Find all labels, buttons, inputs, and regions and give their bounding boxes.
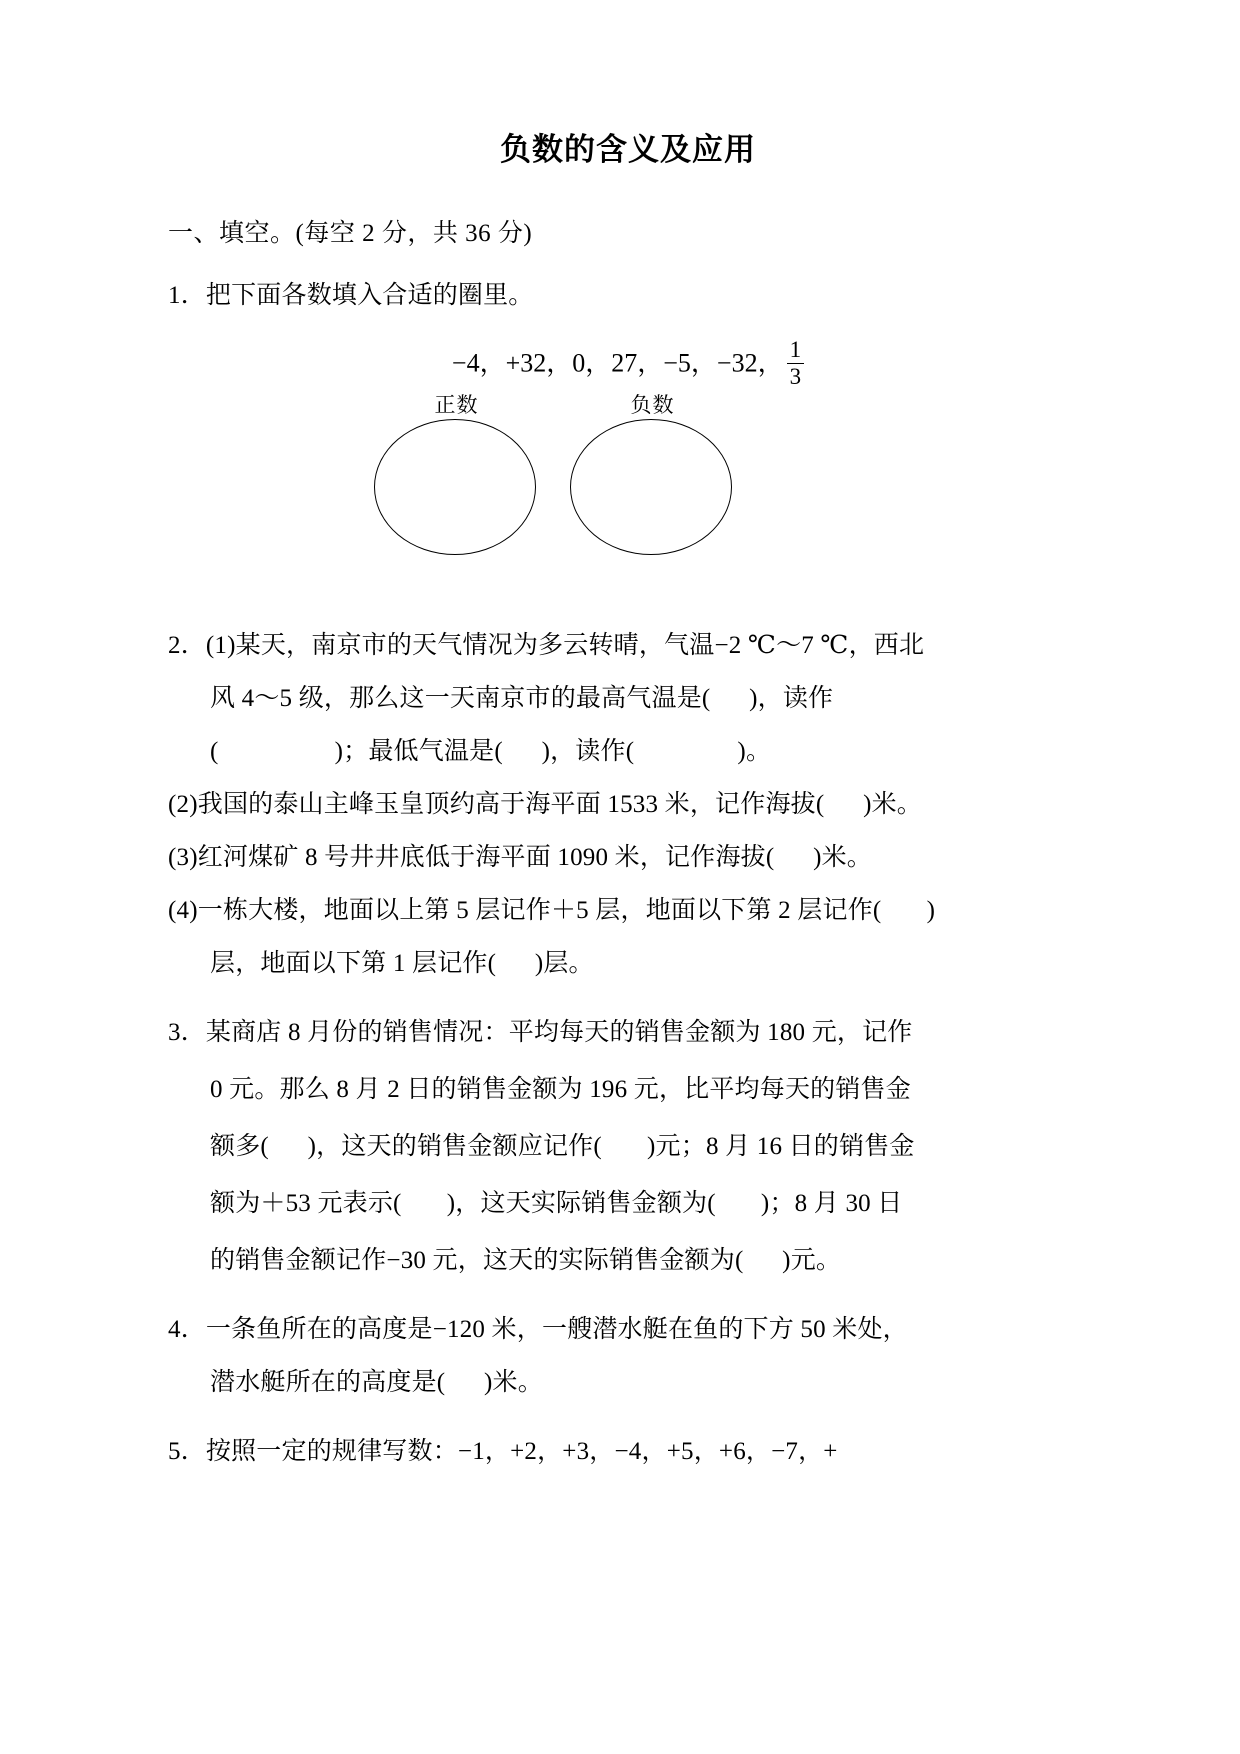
question-2-part4-line1: (4)一栋大楼，地面以上第 5 层记作＋5 层，地面以下第 2 层记作( ): [168, 897, 936, 925]
positive-circle-group: [374, 395, 539, 555]
question-3-line5: 的销售金额记作−30 元，这天的实际销售金额为( )元。: [210, 1247, 842, 1275]
page-content: [168, 0, 1088, 1464]
page-title: 负数的含义及应用: [500, 132, 756, 168]
question-3-line3: 额多( )，这天的销售金额应记作( )元；8 月 16 日的销售金: [210, 1133, 915, 1161]
negative-circle-label: 负数: [630, 393, 675, 418]
fraction-one-third: [787, 338, 805, 389]
question-3: [168, 1020, 1088, 1273]
question-1: [168, 283, 1088, 595]
section-heading-fill-in-blanks: 一、填空。(每空 2 分，共 36 分): [168, 220, 533, 248]
positive-circle-shape[interactable]: [374, 419, 536, 555]
question-1-circles-diagram: [168, 395, 1088, 595]
negative-circle-shape[interactable]: [570, 419, 732, 555]
question-3-line1: 3．某商店 8 月份的销售情况：平均每天的销售金额为 180 元，记作: [168, 1019, 913, 1047]
question-2-part3: (3)红河煤矿 8 号井井底低于海平面 1090 米，记作海拔( )米。: [168, 844, 873, 872]
number-list-text: −4，+32，0，27，−5，−32，: [451, 348, 784, 378]
question-5-line1: 5．按照一定的规律写数：−1，+2，+3，−4，+5，+6，−7，+: [168, 1438, 838, 1466]
positive-circle-label: 正数: [434, 393, 479, 418]
fraction-denominator: 3: [789, 364, 802, 390]
question-2-part4-line2: 层，地面以下第 1 层记作( )层。: [210, 950, 594, 978]
question-2-part1-line2: 风 4～5 级，那么这一天南京市的最高气温是( )，读作: [210, 685, 834, 713]
question-1-stem: 1．把下面各数填入合适的圈里。: [168, 282, 534, 310]
question-4-line1: 4．一条鱼所在的高度是−120 米，一艘潜水艇在鱼的下方 50 米处，: [168, 1316, 908, 1344]
question-3-line4: 额为＋53 元表示( )，这天实际销售金额为( )；8 月 30 日: [210, 1190, 903, 1218]
question-2: [168, 633, 1088, 976]
fraction-numerator: 1: [787, 338, 805, 364]
question-4: [168, 1317, 1088, 1395]
question-5: [168, 1439, 1088, 1464]
question-3-line2: 0 元。那么 8 月 2 日的销售金额为 196 元，比平均每天的销售金: [210, 1076, 911, 1104]
question-2-part1-line1: 2．(1)某天，南京市的天气情况为多云转晴，气温−2 ℃～7 ℃，西北: [168, 632, 925, 660]
negative-circle-group: [570, 395, 735, 555]
question-2-part1-line3: ( )；最低气温是( )，读作( )。: [210, 738, 772, 766]
question-2-part2: (2)我国的泰山主峰玉皇顶约高于海平面 1533 米，记作海拔( )米。: [168, 791, 923, 819]
question-4-line2: 潜水艇所在的高度是( )米。: [210, 1369, 543, 1397]
question-1-number-list: [168, 338, 1088, 389]
